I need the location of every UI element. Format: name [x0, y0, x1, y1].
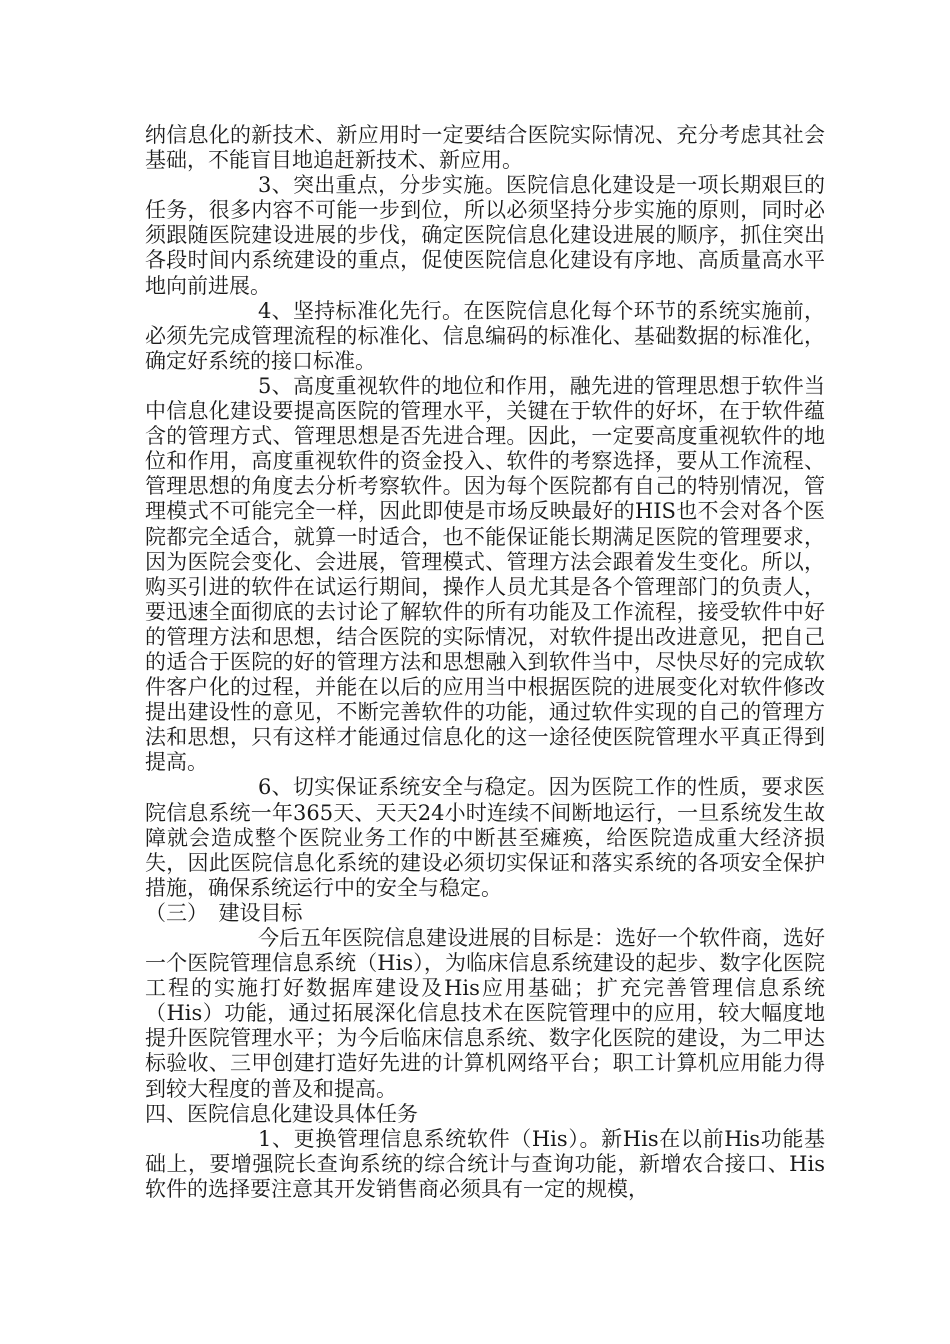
paragraph-item-4: 4、坚持标准化先行。在医院信息化每个环节的系统实施前，必须先完成管理流程的标准化、信息编码的标准化、基础数据的标准化，确定好系统的接口标准。	[145, 298, 825, 373]
paragraph-item-6: 6、切实保证系统安全与稳定。因为医院工作的性质，要求医院信息系统一年365天、天天24小时连续不间断地运行，一旦系统发生故障就会造成整个医院业务工作的中断甚至瘫痪，给医院造成重大经济损失，因此医院信息化系统的建设必须切实保证和落实系统的各项安全保护措施，确保系统运行中的安全与稳定。	[145, 775, 825, 900]
paragraph-task-1: 1、更换管理信息系统软件（His）。新His在以前His功能基础上，要增强院长查询系统的综合统计与查询功能，新增农合接口、His软件的选择要注意其开发销售商必须具有一定的规模，	[145, 1126, 825, 1201]
paragraph-continued: 纳信息化的新技术、新应用时一定要结合医院实际情况、充分考虑其社会基础，不能盲目地追赶新技术、新应用。	[145, 123, 825, 173]
paragraph-goals: 今后五年医院信息建设进展的目标是：选好一个软件商，选好一个医院管理信息系统（His），为临床信息系统建设的起步、数字化医院工程的实施打好数据库建设及His应用基础；扩充完善管理信息系统（His）功能，通过拓展深化信息技术在医院管理中的应用，较大幅度地提升医院管理水平；为今后临床信息系统、数字化医院的建设，为二甲达标验收、三甲创建打造好先进的计算机网络平台；职工计算机应用能力得到较大程度的普及和提高。	[145, 926, 825, 1101]
paragraph-item-5: 5、高度重视软件的地位和作用，融先进的管理思想于软件当中信息化建设要提高医院的管理水平，关键在于软件的好坏，在于软件蕴含的管理方式、管理思想是否先进合理。因此，一定要高度重视软件的地位和作用，高度重视软件的资金投入、软件的考察选择，要从工作流程、管理思想的角度去分析考察软件。因为每个医院都有自己的特别情况，管理模式不可能完全一样，因此即使是市场反映最好的HIS也不会对各个医院都完全适合，就算一时适合，也不能保证能长期满足医院的管理要求，因为医院会变化、会进展，管理模式、管理方法会跟着发生变化。所以，购买引进的软件在试运行期间，操作人员尤其是各个管理部门的负责人，要迅速全面彻底的去讨论了解软件的所有功能及工作流程，接受软件中好的管理方法和思想，结合医院的实际情况，对软件提出改进意见，把自己的适合于医院的好的管理方法和思想融入到软件当中，尽快尽好的完成软件客户化的过程，并能在以后的应用当中根据医院的进展变化对软件修改提出建设性的意见，不断完善软件的功能，通过软件实现的自己的管理方法和思想，只有这样才能通过信息化的这一途径使医院管理水平真正得到提高。	[145, 373, 825, 775]
paragraph-item-3: 3、突出重点，分步实施。医院信息化建设是一项长期艰巨的任务，很多内容不可能一步到位，所以必须坚持分步实施的原则，同时必须跟随医院建设进展的步伐，确定医院信息化建设进展的顺序，抓住突出各段时间内系统建设的重点，促使医院信息化建设有序地、高质量高水平地向前进展。	[145, 173, 825, 298]
document-page	[145, 123, 825, 1202]
section-heading-tasks: 四、医院信息化建设具体任务	[145, 1101, 418, 1126]
section-heading-goals: （三） 建设目标	[145, 900, 303, 925]
